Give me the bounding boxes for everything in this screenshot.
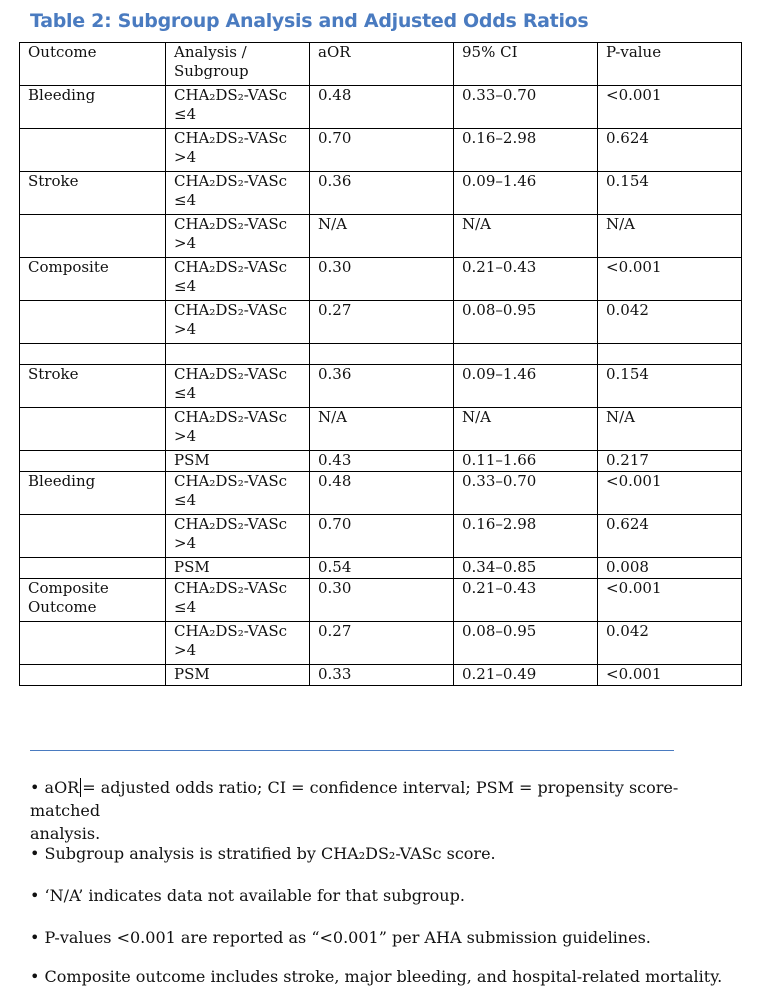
cell-aor: 0.54	[310, 558, 454, 579]
table-row	[20, 301, 742, 344]
table-row	[20, 172, 742, 215]
cell-subgroup	[166, 129, 310, 172]
cell-subgroup-text: CHA₂DS₂-VASc	[174, 622, 288, 640]
cell-ci: 0.21–0.43	[454, 258, 598, 301]
cell-p-value: 0.624	[598, 515, 742, 558]
cell-p-value: 0.008	[598, 558, 742, 579]
cell-outcome	[20, 129, 166, 172]
table-row	[20, 365, 742, 408]
cell-p-value: 0.217	[598, 451, 742, 472]
cell-ci: N/A	[454, 215, 598, 258]
cell-subgroup-text: CHA₂DS₂-VASc	[174, 579, 288, 597]
cell-subgroup	[166, 558, 310, 579]
table-row	[20, 515, 742, 558]
cell-aor: 0.27	[310, 301, 454, 344]
header-analysis	[166, 43, 310, 86]
table-row	[20, 472, 742, 515]
cell-aor	[310, 344, 454, 365]
footnote-abbreviations	[30, 776, 730, 845]
cell-subgroup-text: ≤4	[174, 491, 197, 509]
header-ci: 95% CI	[454, 43, 598, 86]
cell-outcome	[20, 258, 166, 301]
footnote-abbreviations-tail: analysis.	[30, 824, 101, 843]
cell-subgroup	[166, 258, 310, 301]
header-analysis-line2: Subgroup	[174, 62, 249, 80]
cell-outcome-text: Stroke	[28, 365, 79, 383]
table-row	[20, 451, 742, 472]
cell-aor: 0.48	[310, 472, 454, 515]
table-header-row	[20, 43, 742, 86]
cell-outcome-text: Composite	[28, 258, 109, 276]
cell-p-value: 0.042	[598, 622, 742, 665]
header-aor: aOR	[310, 43, 454, 86]
cell-subgroup-text: CHA₂DS₂-VASc	[174, 172, 288, 190]
cell-subgroup	[166, 515, 310, 558]
cell-ci: 0.21–0.49	[454, 665, 598, 686]
footnote-pvalues: • P-values <0.001 are reported as “<0.001” per AHA submission guidelines.	[30, 928, 651, 947]
cell-subgroup	[166, 665, 310, 686]
cell-outcome	[20, 408, 166, 451]
table-title: Table 2: Subgroup Analysis and Adjusted Odds Ratios	[30, 10, 589, 32]
cell-aor: 0.43	[310, 451, 454, 472]
cell-subgroup-text: CHA₂DS₂-VASc	[174, 129, 288, 147]
cell-subgroup-text: CHA₂DS₂-VASc	[174, 258, 288, 276]
cell-subgroup	[166, 344, 310, 365]
cell-ci: 0.11–1.66	[454, 451, 598, 472]
cell-aor: N/A	[310, 215, 454, 258]
cell-ci: 0.16–2.98	[454, 515, 598, 558]
cell-ci: 0.09–1.46	[454, 365, 598, 408]
cell-subgroup-text: CHA₂DS₂-VASc	[174, 408, 288, 426]
table-row	[20, 215, 742, 258]
cell-aor: 0.36	[310, 172, 454, 215]
cell-outcome	[20, 86, 166, 129]
cell-outcome	[20, 665, 166, 686]
cell-aor: 0.27	[310, 622, 454, 665]
cell-subgroup	[166, 86, 310, 129]
cell-subgroup	[166, 301, 310, 344]
cell-aor: 0.48	[310, 86, 454, 129]
cell-subgroup-text: CHA₂DS₂-VASc	[174, 515, 288, 533]
footnote-abbreviations-text: = adjusted odds ratio; CI = confidence interval; PSM = propensity score-matched	[30, 778, 679, 820]
cell-ci: 0.34–0.85	[454, 558, 598, 579]
cell-p-value: N/A	[598, 408, 742, 451]
footnote-stratification: • Subgroup analysis is stratified by CHA₂DS₂-VASc score.	[30, 844, 496, 863]
cell-subgroup	[166, 472, 310, 515]
cell-p-value: 0.042	[598, 301, 742, 344]
cell-outcome	[20, 451, 166, 472]
cell-aor: 0.36	[310, 365, 454, 408]
cell-subgroup-text: ≤4	[174, 384, 197, 402]
table-row	[20, 258, 742, 301]
cell-outcome	[20, 579, 166, 622]
cell-aor: 0.70	[310, 515, 454, 558]
cell-aor: 0.30	[310, 579, 454, 622]
cell-outcome	[20, 515, 166, 558]
cell-subgroup-text: CHA₂DS₂-VASc	[174, 472, 288, 490]
table-row	[20, 408, 742, 451]
cell-subgroup-text: CHA₂DS₂-VASc	[174, 86, 288, 104]
cell-outcome	[20, 172, 166, 215]
cell-ci: 0.08–0.95	[454, 301, 598, 344]
cell-subgroup	[166, 172, 310, 215]
cell-outcome	[20, 301, 166, 344]
cell-subgroup-text: CHA₂DS₂-VASc	[174, 301, 288, 319]
cell-subgroup-text: >4	[174, 320, 197, 338]
cell-subgroup-text: CHA₂DS₂-VASc	[174, 215, 288, 233]
cell-p-value: <0.001	[598, 86, 742, 129]
cell-subgroup-text: PSM	[174, 451, 210, 469]
cell-aor: 0.33	[310, 665, 454, 686]
cell-ci: 0.09–1.46	[454, 172, 598, 215]
cell-subgroup-text: PSM	[174, 665, 210, 683]
cell-outcome	[20, 472, 166, 515]
cell-ci: N/A	[454, 408, 598, 451]
footnote-na: • ‘N/A’ indicates data not available for that subgroup.	[30, 886, 465, 905]
cell-subgroup-text: CHA₂DS₂-VASc	[174, 365, 288, 383]
cell-outcome-text: Outcome	[28, 598, 97, 616]
cell-subgroup-text: >4	[174, 641, 197, 659]
cell-outcome	[20, 622, 166, 665]
cell-aor: 0.30	[310, 258, 454, 301]
table-row	[20, 579, 742, 622]
header-analysis-line1: Analysis /	[174, 43, 247, 61]
cell-subgroup	[166, 451, 310, 472]
cell-p-value: <0.001	[598, 258, 742, 301]
footnote-composite: • Composite outcome includes stroke, major bleeding, and hospital-related mortality.	[30, 967, 723, 986]
cell-ci	[454, 344, 598, 365]
header-p-value: P-value	[598, 43, 742, 86]
table-row	[20, 622, 742, 665]
cell-ci: 0.08–0.95	[454, 622, 598, 665]
cell-subgroup-text: >4	[174, 234, 197, 252]
cell-p-value	[598, 344, 742, 365]
cell-subgroup-text: ≤4	[174, 191, 197, 209]
cell-outcome	[20, 344, 166, 365]
cell-p-value: N/A	[598, 215, 742, 258]
cell-p-value: 0.154	[598, 172, 742, 215]
cell-subgroup-text: ≤4	[174, 105, 197, 123]
cell-subgroup-text: >4	[174, 534, 197, 552]
cell-outcome-text: Bleeding	[28, 86, 96, 104]
cell-p-value: <0.001	[598, 472, 742, 515]
cell-subgroup	[166, 215, 310, 258]
cell-outcome	[20, 215, 166, 258]
table-row	[20, 129, 742, 172]
cell-subgroup	[166, 408, 310, 451]
subgroup-table	[19, 42, 742, 686]
cell-p-value: 0.154	[598, 365, 742, 408]
cell-subgroup	[166, 579, 310, 622]
table-row	[20, 86, 742, 129]
table-row	[20, 558, 742, 579]
cell-p-value: <0.001	[598, 665, 742, 686]
cell-subgroup-text: PSM	[174, 558, 210, 576]
table-row	[20, 665, 742, 686]
cell-subgroup	[166, 622, 310, 665]
cell-subgroup-text: ≤4	[174, 277, 197, 295]
cell-outcome-text: Stroke	[28, 172, 79, 190]
table-body	[20, 86, 742, 686]
cell-outcome	[20, 365, 166, 408]
cell-subgroup-text: >4	[174, 427, 197, 445]
cell-ci: 0.33–0.70	[454, 86, 598, 129]
footnote-divider	[30, 750, 674, 751]
cell-ci: 0.16–2.98	[454, 129, 598, 172]
cell-outcome-text: Composite	[28, 579, 109, 597]
header-outcome: Outcome	[20, 43, 166, 86]
cell-subgroup-text: >4	[174, 148, 197, 166]
cell-ci: 0.21–0.43	[454, 579, 598, 622]
cell-ci: 0.33–0.70	[454, 472, 598, 515]
cell-subgroup	[166, 365, 310, 408]
cell-p-value: 0.624	[598, 129, 742, 172]
table-row	[20, 344, 742, 365]
cell-outcome-text: Bleeding	[28, 472, 96, 490]
cell-aor: 0.70	[310, 129, 454, 172]
cell-p-value: <0.001	[598, 579, 742, 622]
cell-subgroup-text: ≤4	[174, 598, 197, 616]
cell-outcome	[20, 558, 166, 579]
cell-aor: N/A	[310, 408, 454, 451]
footnote-abbreviations-lead: • aOR	[30, 778, 80, 797]
